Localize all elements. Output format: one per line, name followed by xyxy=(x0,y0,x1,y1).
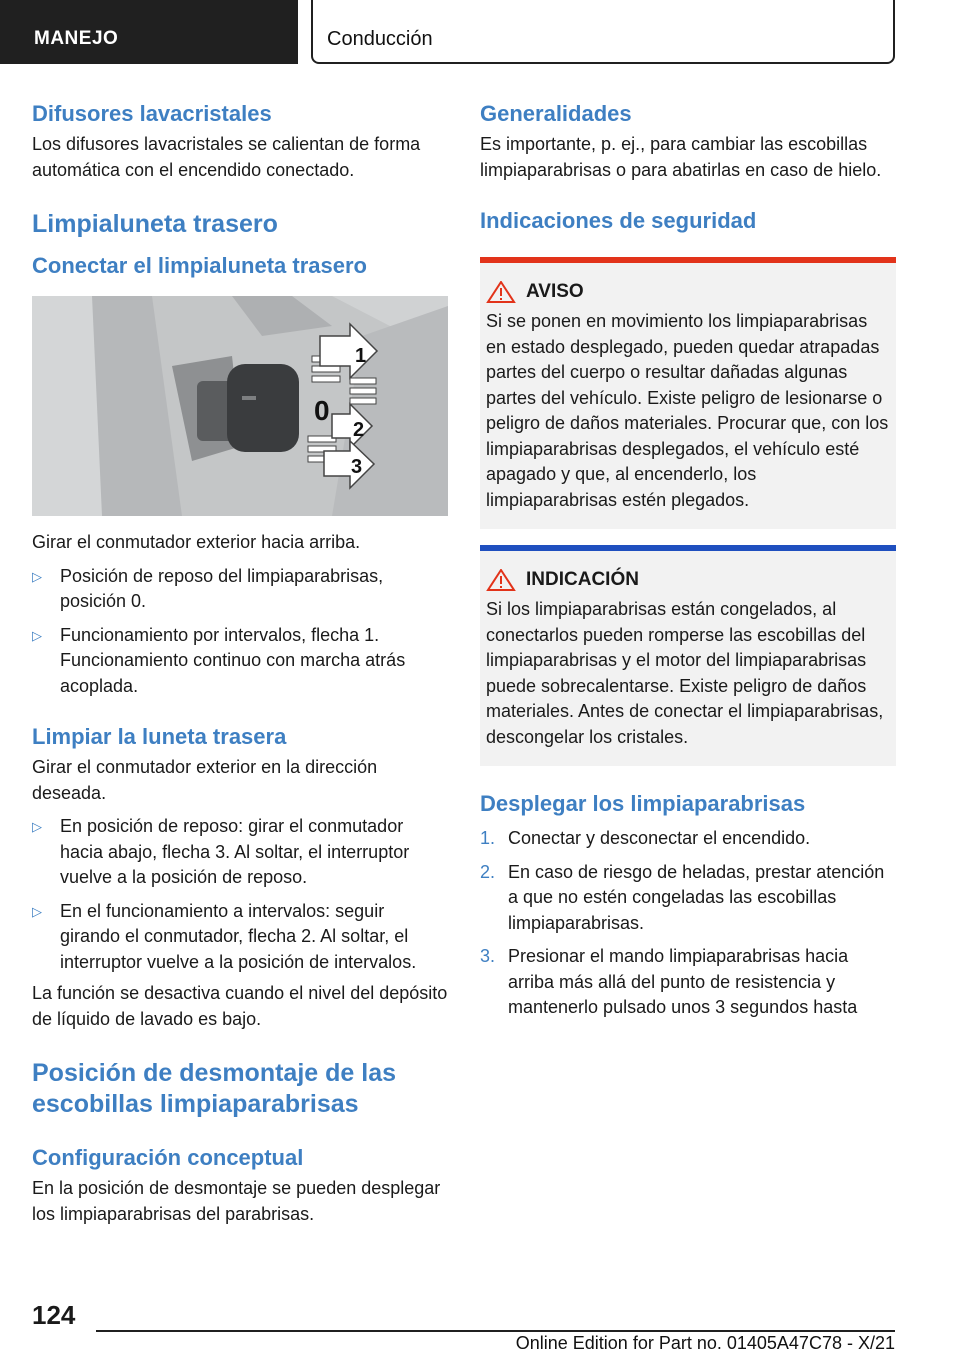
chapter-title: Conducción xyxy=(327,28,433,50)
list-item-text: Funcionamiento por intervalos, flecha 1. Funcionamiento continuo con marcha atrás acoplada. xyxy=(60,624,406,696)
step-text: Conectar y desconectar el encendido. xyxy=(508,828,811,848)
steps-list xyxy=(480,826,896,1021)
heading-generalidades: Generalidades xyxy=(480,101,632,126)
wiper-switch-svg xyxy=(32,296,448,516)
step-number: 2. xyxy=(480,861,496,882)
paragraph-girar: Girar el conmutador exterior hacia arriba. xyxy=(32,532,361,552)
right-column xyxy=(480,100,896,1021)
arrow-label-2: 2 xyxy=(353,419,365,441)
heading-limpialuneta: Limpialuneta trasero xyxy=(32,210,278,238)
triangle-bullet-icon: ▷ xyxy=(32,568,42,584)
list-item-text: En el funcionamiento a intervalos: seguir girando el conmutador, flecha 2. Al soltar, el interruptor vuelve a la posición de intervalos. xyxy=(60,900,417,972)
list-item xyxy=(32,623,448,700)
step-number: 1. xyxy=(480,828,496,848)
footer-divider xyxy=(96,1330,895,1332)
warning-text: Si se ponen en movimiento los limpiaparabrisas en estado desplegado, pueden quedar atrapadas partes del cuerpo o resultar dañadas algunas partes del vehículo. Existe peligro de lesionarse o peligro de daños materiales. Procurar que, con los limpiaparabrisas desplegados, el vehículo esté apagado y que, al encenderlo, los limpiaparabrisas estén plegados. xyxy=(486,311,889,510)
heading-desplegar: Desplegar los limpiaparabrisas xyxy=(480,791,806,816)
notice-text: Si los limpiaparabrisas están congelados, al conectarlos pueden romperse las escobillas del limpiaparabrisas y el motor del limpiaparabrisas puede sobrecalentarse. Existe peligro de daños materiales. Antes de conectar el limpiaparabrisas, descongelar los cristales. xyxy=(486,599,884,747)
wiper-switch-illustration xyxy=(32,296,448,516)
heading-limpiar: Limpiar la luneta trasera xyxy=(32,724,287,749)
notice-triangle-icon xyxy=(486,569,516,591)
warning-triangle-icon xyxy=(486,281,516,303)
notice-box-indicacion xyxy=(480,545,896,766)
paragraph-configuracion: En la posición de desmontaje se pueden desplegar los limpiaparabrisas del parabrisas. xyxy=(32,1178,441,1224)
warning-title: AVISO xyxy=(526,281,584,302)
section-title: MANEJO xyxy=(34,28,119,49)
list-item xyxy=(32,814,448,891)
left-column xyxy=(32,100,448,1227)
heading-indicaciones: Indicaciones de seguridad xyxy=(480,208,757,233)
step-number: 3. xyxy=(480,946,496,966)
notice-title: INDICACIÓN xyxy=(526,569,639,590)
heading-configuracion: Configuración conceptual xyxy=(32,1145,304,1170)
warning-box-aviso xyxy=(480,257,896,529)
heading-posicion-desmontaje: Posición de desmontaje de las escobillas limpiaparabrisas xyxy=(32,1059,397,1118)
position-label-0: 0 xyxy=(314,395,330,426)
step-item xyxy=(480,860,896,937)
heading-difusores: Difusores lavacristales xyxy=(32,101,272,126)
paragraph-funcion: La función se desactiva cuando el nivel del depósito de líquido de lavado es bajo. xyxy=(32,983,448,1029)
list-positions xyxy=(32,564,448,700)
paragraph-girar-direccion: Girar el conmutador exterior en la dirección deseada. xyxy=(32,757,378,803)
page-number: 124 xyxy=(32,1300,76,1330)
paragraph-difusores: Los difusores lavacristales se calientan de forma automática con el encendido conectado. xyxy=(32,134,421,180)
warning-header xyxy=(486,281,890,303)
paragraph-generalidades: Es importante, p. ej., para cambiar las escobillas limpiaparabrisas o para abatirlas en caso de hielo. xyxy=(480,134,882,180)
list-item-text: En posición de reposo: girar el conmutador hacia abajo, flecha 3. Al soltar, el interruptor vuelve a la posición de reposo. xyxy=(60,816,410,887)
edition-note: Online Edition for Part no. 01405A47C78 - X/21 xyxy=(515,1333,895,1353)
notice-header xyxy=(486,569,890,591)
chapter-tab xyxy=(311,0,895,64)
list-item xyxy=(32,899,448,976)
arrow-label-1: 1 xyxy=(355,345,367,367)
section-tab xyxy=(0,0,298,64)
heading-conectar: Conectar el limpialuneta trasero xyxy=(32,253,367,278)
list-item xyxy=(32,564,448,615)
list-item-text: Posición de reposo del limpiaparabrisas, posición 0. xyxy=(60,565,384,611)
step-item xyxy=(480,944,896,1021)
step-item xyxy=(480,826,896,852)
list-limpiar xyxy=(32,814,448,975)
step-text: En caso de riesgo de heladas, prestar atención a que no estén congeladas las escobillas limpiaparabrisas. xyxy=(508,861,885,933)
step-text: Presionar el mando limpiaparabrisas hacia arriba más allá del punto de resistencia y mantenerlo pulsado unos 3 segundos hasta xyxy=(508,946,858,1017)
triangle-bullet-icon: ▷ xyxy=(32,903,42,919)
triangle-bullet-icon: ▷ xyxy=(32,627,42,643)
triangle-bullet-icon: ▷ xyxy=(32,819,42,834)
arrow-label-3: 3 xyxy=(351,456,363,478)
